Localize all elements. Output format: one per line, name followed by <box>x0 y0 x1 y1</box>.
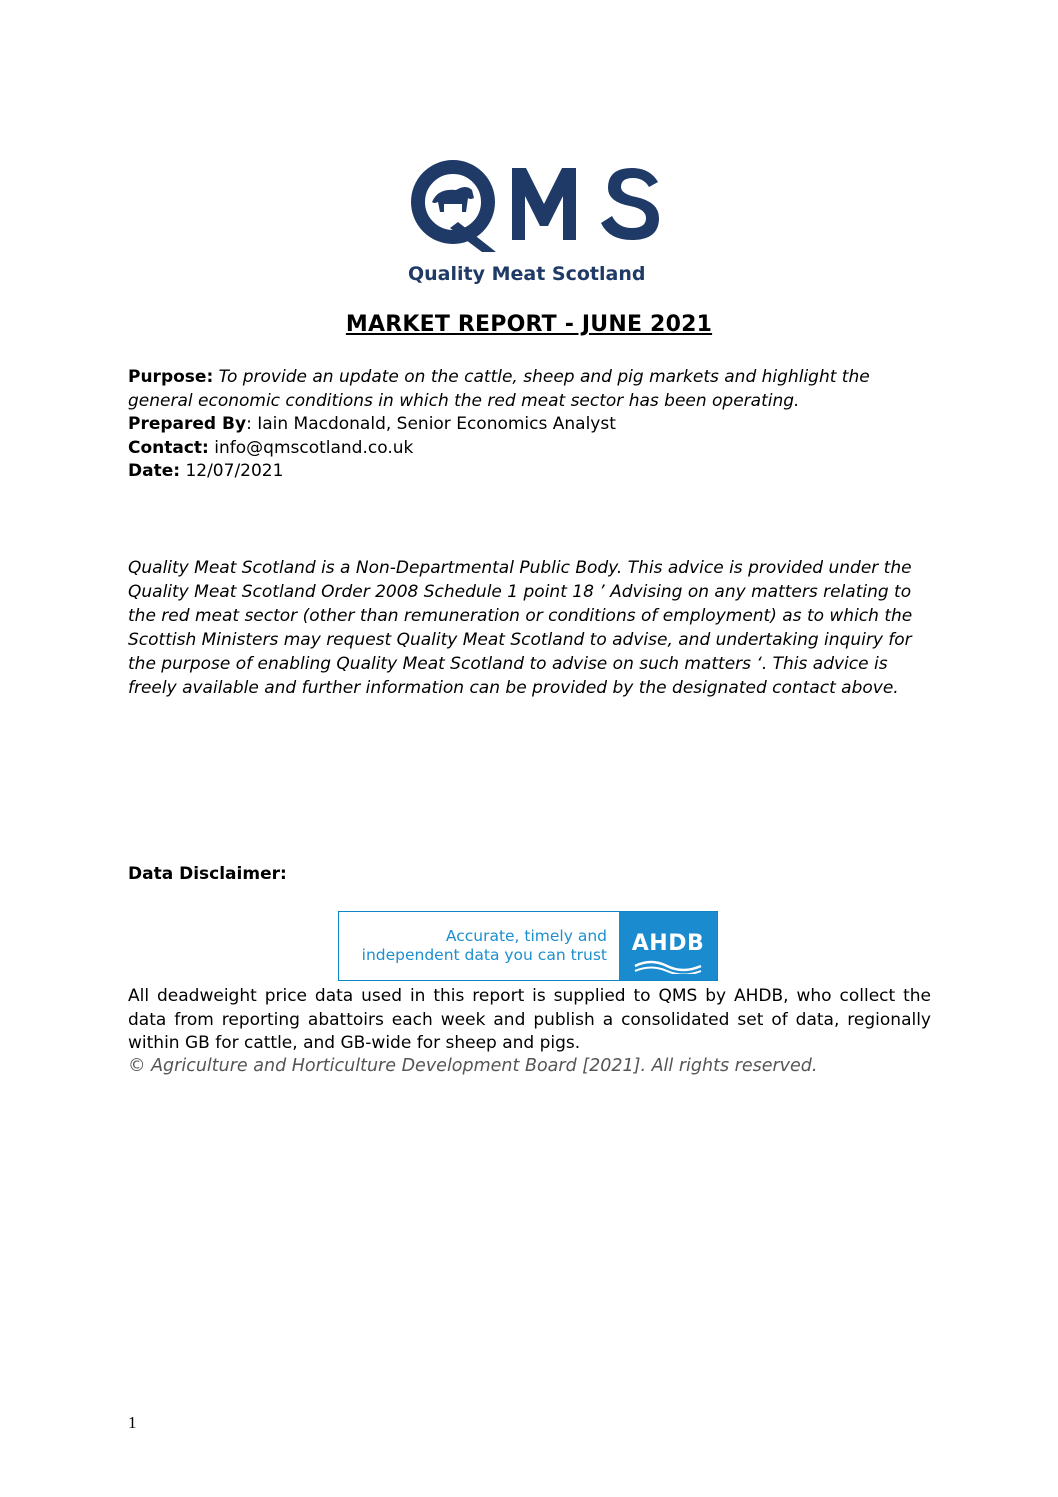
ahdb-logo-box <box>619 912 717 980</box>
purpose-line <box>128 366 928 413</box>
ahdb-banner-text <box>339 912 619 980</box>
contact-email[interactable]: info@qmscotland.co.uk <box>208 437 414 458</box>
disclaimer-paragraph: All deadweight price data used in this report is supplied to QMS by AHDB, who collect the data from reporting abattoirs each week and publish a consolidated set of data, regionally within GB for cattle, and GB-wide for sheep and pigs. <box>128 986 931 1053</box>
ahdb-logo-text: AHDB <box>631 931 705 956</box>
purpose-label: Purpose: <box>128 367 214 387</box>
page-title: MARKET REPORT - JUNE 2021 <box>345 312 713 337</box>
prepared-text: : Iain Macdonald, Senior Economics Analyst <box>246 414 616 434</box>
data-disclaimer-heading: Data Disclaimer: <box>128 864 287 884</box>
date-value: 12/07/2021 <box>180 461 284 481</box>
prepared-label: Prepared By <box>128 414 247 434</box>
date-line <box>128 460 928 484</box>
ahdb-banner-line2: independent data you can trust <box>361 946 607 964</box>
qms-logo-graphic <box>408 160 668 285</box>
contact-line <box>128 437 928 461</box>
ahdb-banner-line1: Accurate, timely and <box>445 927 607 945</box>
contact-label: Contact: <box>128 437 209 458</box>
copyright-line: © Agriculture and Horticulture Development Board [2021]. All rights reserved. <box>128 1056 818 1076</box>
qms-logo <box>408 160 668 285</box>
ahdb-banner <box>338 911 718 981</box>
ahdb-wave-icon <box>633 960 703 974</box>
date-label: Date: <box>128 461 181 481</box>
legal-notice: Quality Meat Scotland is a Non-Departmental Public Body. This advice is provided under the Quality Meat Scotland Order 2008 Schedule 1 point 18 ’ Advising on any matters relating to the red meat sector (other than remuneration or conditions of employment) as to which the Scottish Ministers may request Quality Meat Scotland to advise, and undertaking inquiry for the purpose of enabling Quality Meat Scotland to advise on such matters ‘. This advice is freely available and further information can be provided by the designated contact above. <box>128 558 913 698</box>
purpose-text: To provide an update on the cattle, sheep and pig markets and highlight the general economic conditions in which the red meat sector has been operating. <box>128 367 870 411</box>
logo-tagline: Quality Meat Scotland <box>408 263 646 285</box>
report-meta <box>128 366 928 484</box>
prepared-line <box>128 413 928 437</box>
page-number: 1 <box>128 1413 137 1432</box>
